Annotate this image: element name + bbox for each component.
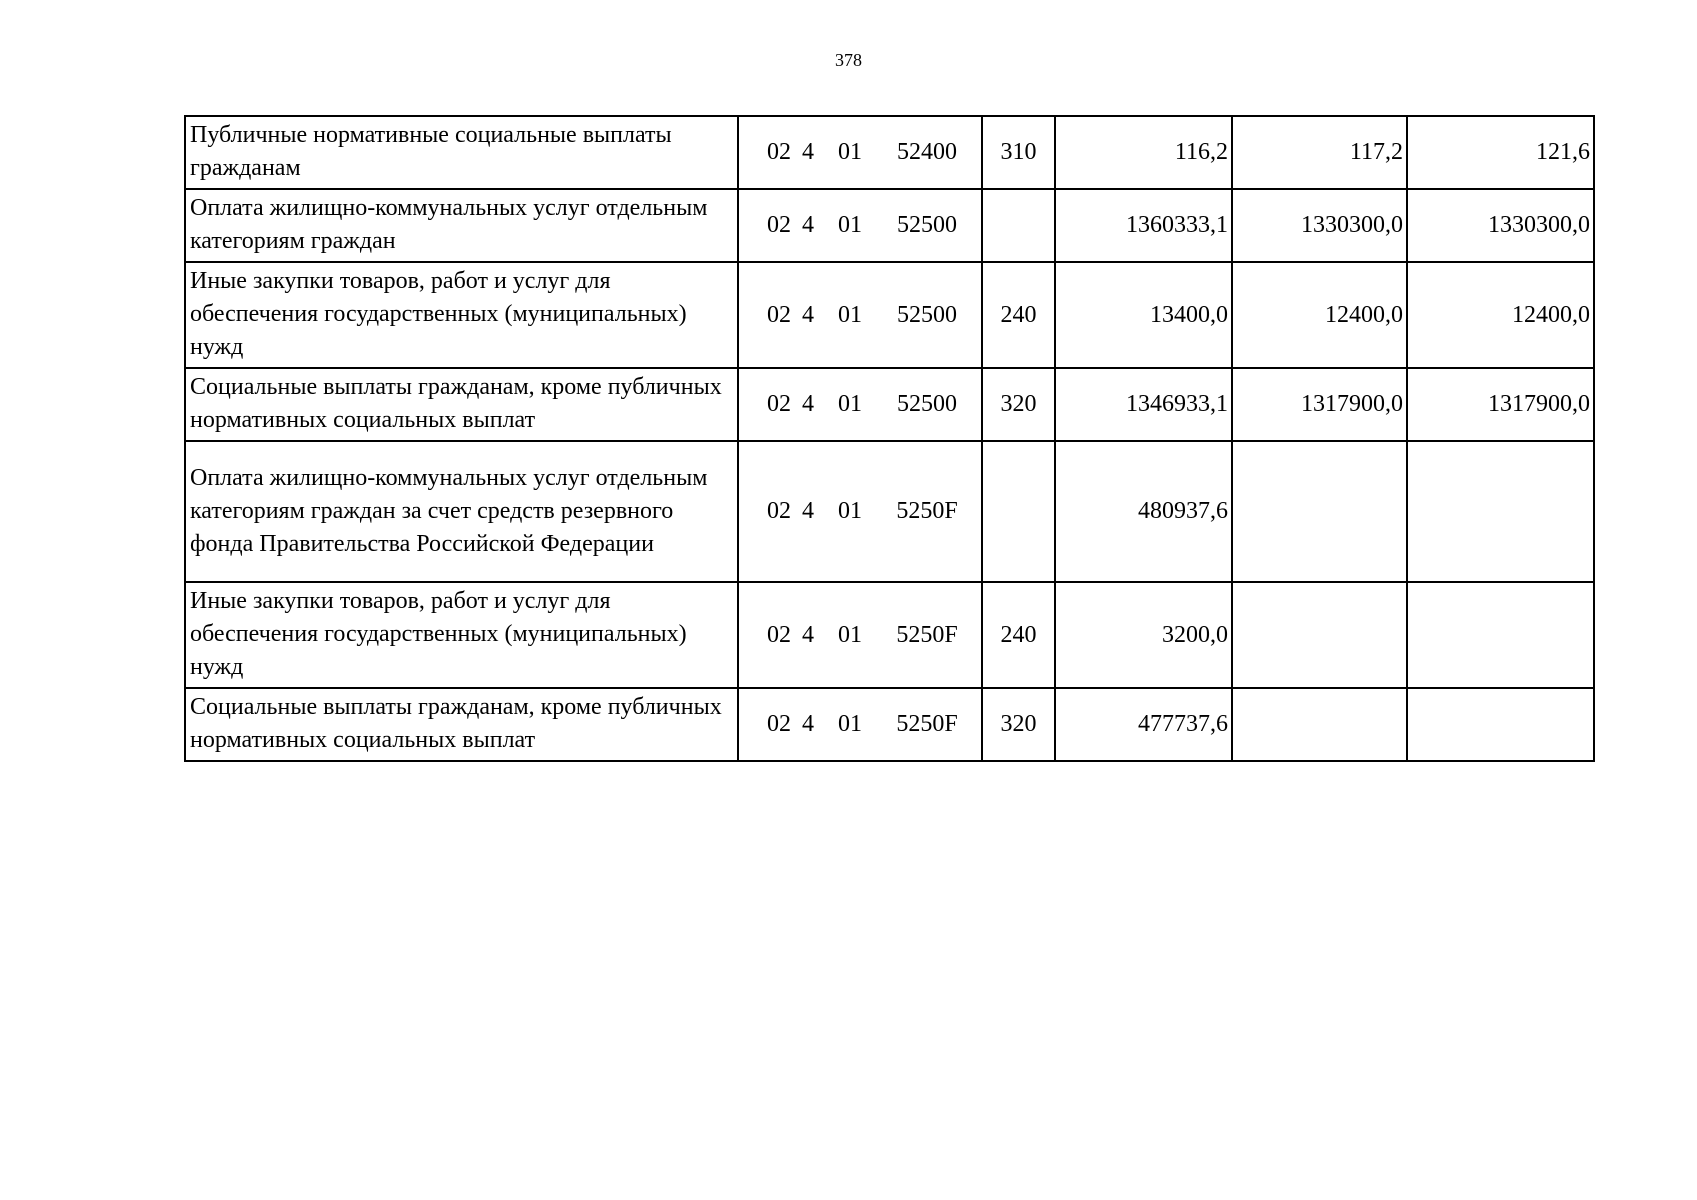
code-program: 02 [767, 498, 791, 524]
row-name: Оплата жилищно-коммунальных услуг отдельным категориям граждан [185, 189, 738, 262]
amount-1: 1360333,1 [1055, 189, 1232, 262]
amount-2: 117,2 [1232, 116, 1407, 189]
row-code [738, 582, 982, 688]
page-number: 378 [835, 50, 862, 70]
code-direction: 5250F [896, 621, 958, 648]
amount-3 [1407, 582, 1594, 688]
amount-3 [1407, 441, 1594, 582]
code-subprogram: 4 [802, 498, 814, 524]
code-program: 02 [767, 139, 791, 165]
code-main-event: 01 [838, 621, 862, 648]
expense-type: 310 [982, 116, 1055, 189]
expense-type: 240 [982, 582, 1055, 688]
code-subprogram: 4 [802, 212, 814, 238]
code-subprogram: 4 [802, 711, 814, 737]
code-main-event: 01 [838, 391, 862, 417]
expense-type: 320 [982, 368, 1055, 441]
row-code [738, 116, 982, 189]
expense-type [982, 189, 1055, 262]
code-subprogram: 4 [802, 139, 814, 165]
code-direction: 52500 [897, 391, 957, 417]
table-row [185, 189, 1594, 262]
row-code [738, 688, 982, 761]
amount-2: 1330300,0 [1232, 189, 1407, 262]
code-subprogram: 4 [802, 301, 814, 328]
code-program: 02 [767, 301, 791, 328]
row-name: Социальные выплаты гражданам, кроме публичных нормативных социальных выплат [185, 688, 738, 761]
row-code [738, 368, 982, 441]
amount-3: 12400,0 [1407, 262, 1594, 368]
table-row [185, 368, 1594, 441]
row-code [738, 441, 982, 582]
table-row [185, 116, 1594, 189]
code-direction: 5250F [896, 498, 958, 524]
code-subprogram: 4 [802, 621, 814, 648]
amount-2: 12400,0 [1232, 262, 1407, 368]
table-row [185, 441, 1594, 582]
row-name: Оплата жилищно-коммунальных услуг отдельным категориям граждан за счет средств резервного фонда Правительства Российской Федерации [185, 441, 738, 582]
row-name: Иные закупки товаров, работ и услуг для обеспечения государственных (муниципальных) нужд [185, 262, 738, 368]
code-direction: 52400 [897, 139, 957, 165]
amount-3: 1330300,0 [1407, 189, 1594, 262]
expense-type: 320 [982, 688, 1055, 761]
expense-type [982, 441, 1055, 582]
amount-1: 477737,6 [1055, 688, 1232, 761]
code-main-event: 01 [838, 301, 862, 328]
table-row [185, 262, 1594, 368]
row-code [738, 189, 982, 262]
code-program: 02 [767, 621, 791, 648]
amount-1: 13400,0 [1055, 262, 1232, 368]
amount-1: 3200,0 [1055, 582, 1232, 688]
amount-2 [1232, 582, 1407, 688]
amount-3: 121,6 [1407, 116, 1594, 189]
amount-2 [1232, 688, 1407, 761]
code-main-event: 01 [838, 139, 862, 165]
amount-1: 116,2 [1055, 116, 1232, 189]
code-direction: 52500 [897, 212, 957, 238]
expense-type: 240 [982, 262, 1055, 368]
amount-3: 1317900,0 [1407, 368, 1594, 441]
code-program: 02 [767, 711, 791, 737]
code-program: 02 [767, 391, 791, 417]
amount-1: 1346933,1 [1055, 368, 1232, 441]
code-main-event: 01 [838, 498, 862, 524]
row-code [738, 262, 982, 368]
amount-2: 1317900,0 [1232, 368, 1407, 441]
code-direction: 5250F [896, 711, 958, 737]
amount-2 [1232, 441, 1407, 582]
code-direction: 52500 [897, 301, 957, 328]
row-name: Социальные выплаты гражданам, кроме публичных нормативных социальных выплат [185, 368, 738, 441]
row-name: Публичные нормативные социальные выплаты гражданам [185, 116, 738, 189]
code-subprogram: 4 [802, 391, 814, 417]
code-main-event: 01 [838, 212, 862, 238]
code-program: 02 [767, 212, 791, 238]
table-row [185, 688, 1594, 761]
budget-table [184, 115, 1595, 762]
table-row [185, 582, 1594, 688]
row-name: Иные закупки товаров, работ и услуг для обеспечения государственных (муниципальных) нужд [185, 582, 738, 688]
code-main-event: 01 [838, 711, 862, 737]
amount-3 [1407, 688, 1594, 761]
amount-1: 480937,6 [1055, 441, 1232, 582]
